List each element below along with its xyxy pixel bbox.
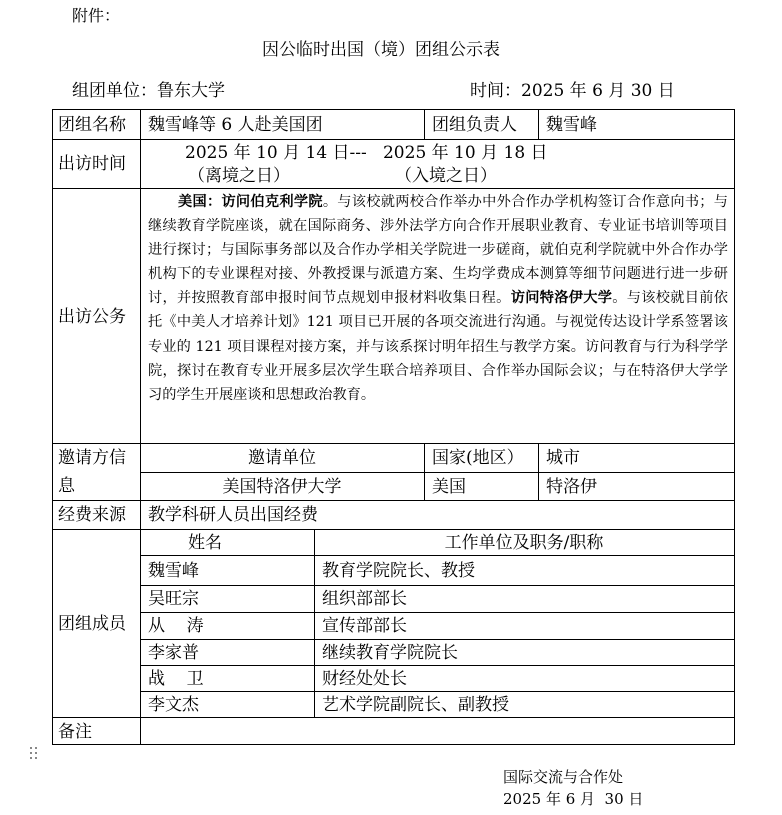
member-name: 从 涛 (148, 616, 204, 636)
group-leader-label: 团组负责人 (432, 115, 517, 135)
visit-tasks-highlight-2: 访问特洛伊大学 (510, 290, 613, 307)
city-value: 特洛伊 (546, 477, 597, 497)
inviter-info-label: 邀请方信 (58, 448, 126, 468)
drag-handle-icon[interactable] (30, 747, 38, 761)
member-name: 吴旺宗 (148, 589, 199, 609)
visit-tasks-highlight-1: 美国：访问伯克利学院 (178, 194, 323, 210)
remarks-label: 备注 (58, 722, 92, 742)
group-name-value: 魏雪峰等 6 人赴美国团 (148, 115, 323, 135)
country-value: 美国 (432, 477, 466, 497)
member-name: 魏雪峰 (148, 561, 199, 581)
country-header: 国家(地区） (432, 448, 524, 468)
visit-time-value: 2025 年 10 月 14 日--- 2025 年 10 月 18 日 (185, 143, 548, 163)
inviting-unit-value: 美国特洛伊大学 (222, 477, 342, 497)
member-name: 李文杰 (148, 695, 199, 715)
funding-label: 经费来源 (58, 505, 126, 525)
group-leader-value: 魏雪峰 (546, 115, 597, 135)
depart-note: （离境之日） (188, 166, 290, 186)
member-name-header: 姓名 (188, 533, 222, 553)
visit-tasks-text-2: 。与该校就目前依托《中美人才培养计划》121 项目已开展的各项交流进行沟通。与视觉传达设计学系签署该专业的 121 项目课程对接方案，并与该系探讨明年招生与教学方案。访问教育与行为科学学院，探讨在教育专业开展多层次学生联合培养项目、合作举办国际会议；与在特洛伊大学学习的学生开展座谈和思想政治教育。 (148, 290, 728, 403)
publication-date: 时间：2025 年 6 月 30 日 (470, 81, 675, 101)
member-position: 教育学院院长、教授 (322, 561, 475, 581)
member-name: 战 卫 (148, 669, 204, 689)
inviter-info-label-cont: 息 (58, 476, 75, 496)
member-position: 组织部部长 (322, 589, 407, 609)
inviting-unit-header: 邀请单位 (248, 448, 316, 468)
group-name-label: 团组名称 (58, 115, 126, 135)
visit-tasks-label: 出访公务 (58, 307, 126, 327)
visit-tasks-content (148, 190, 728, 407)
organizing-unit: 组团单位：鲁东大学 (72, 81, 225, 101)
enter-note: （入境之日） (395, 166, 497, 186)
member-position: 继续教育学院院长 (322, 643, 458, 663)
footer-organization: 国际交流与合作处 (503, 768, 624, 786)
city-header: 城市 (546, 448, 580, 468)
members-label: 团组成员 (58, 614, 126, 634)
member-position: 艺术学院副院长、副教授 (322, 695, 509, 715)
funding-value: 教学科研人员出国经费 (148, 505, 318, 525)
member-position: 宣传部部长 (322, 616, 407, 636)
footer-date: 2025 年 6 月 30 日 (503, 790, 644, 808)
visit-time-label: 出访时间 (58, 154, 126, 174)
member-position: 财经处处长 (322, 669, 407, 689)
attachment-label: 附件： (72, 6, 121, 25)
member-position-header: 工作单位及职务/职称 (444, 533, 604, 553)
member-name: 李家普 (148, 643, 199, 663)
visit-tasks-text-1: 。与该校就两校合作举办中外合作办学机构签订合作意向书；与继续教育学院座谈，就在国际商务、涉外法学方向合作开展职业教育、专业证书培训等项目进行探讨；与国际事务部以及合作办学相关学院进一步磋商，就伯克利学院就中外合作办学机构下的专业课程对接、外教授课与派遣方案、生均学费成本测算等细节问题进行进一步研讨，并按照教育部申报时间节点规划申报材料收集日程。 (148, 194, 728, 307)
page-title: 因公临时出国（境）团组公示表 (262, 40, 500, 60)
